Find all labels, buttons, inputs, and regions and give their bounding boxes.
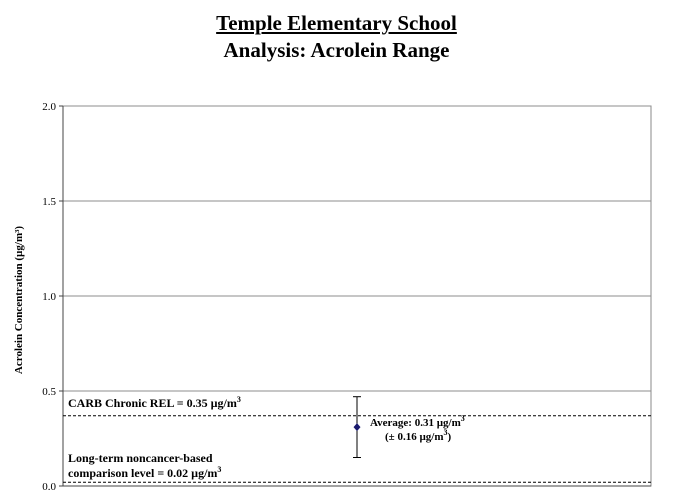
comparison-level-label-text: comparison level = 0.02 µg/m [68,466,218,480]
y-tick-label: 0.5 [42,386,56,398]
y-tick-label: 2.0 [42,101,56,113]
comparison-level-label-line1: Long-term noncancer-based [68,451,213,465]
carb-rel-label [68,395,241,410]
chart-subtitle: Analysis: Acrolein Range [223,38,450,62]
chart-title: Temple Elementary School [216,11,457,35]
y-tick-label: 1.0 [42,291,56,303]
comparison-level-label-sup: 3 [217,465,222,474]
average-label-line1 [370,414,465,429]
average-label-sup: 3 [460,414,465,423]
average-range-text: (± 0.16 µg/m [385,431,444,443]
carb-rel-label-text: CARB Chronic REL = 0.35 µg/m [68,396,237,410]
y-tick-label: 1.5 [42,196,56,208]
average-range-end: ) [447,431,452,443]
y-axis-label: Acrolein Concentration (µg/m³) [13,225,25,375]
y-tick-label: 0.0 [42,481,56,493]
y-axis-ticks [42,101,63,493]
carb-rel-label-sup: 3 [236,395,241,404]
average-range-sup: 3 [443,428,448,437]
average-label-text: Average: 0.31 µg/m [370,417,461,429]
average-label-line2 [385,428,452,443]
comparison-level-label-line2 [68,465,221,480]
